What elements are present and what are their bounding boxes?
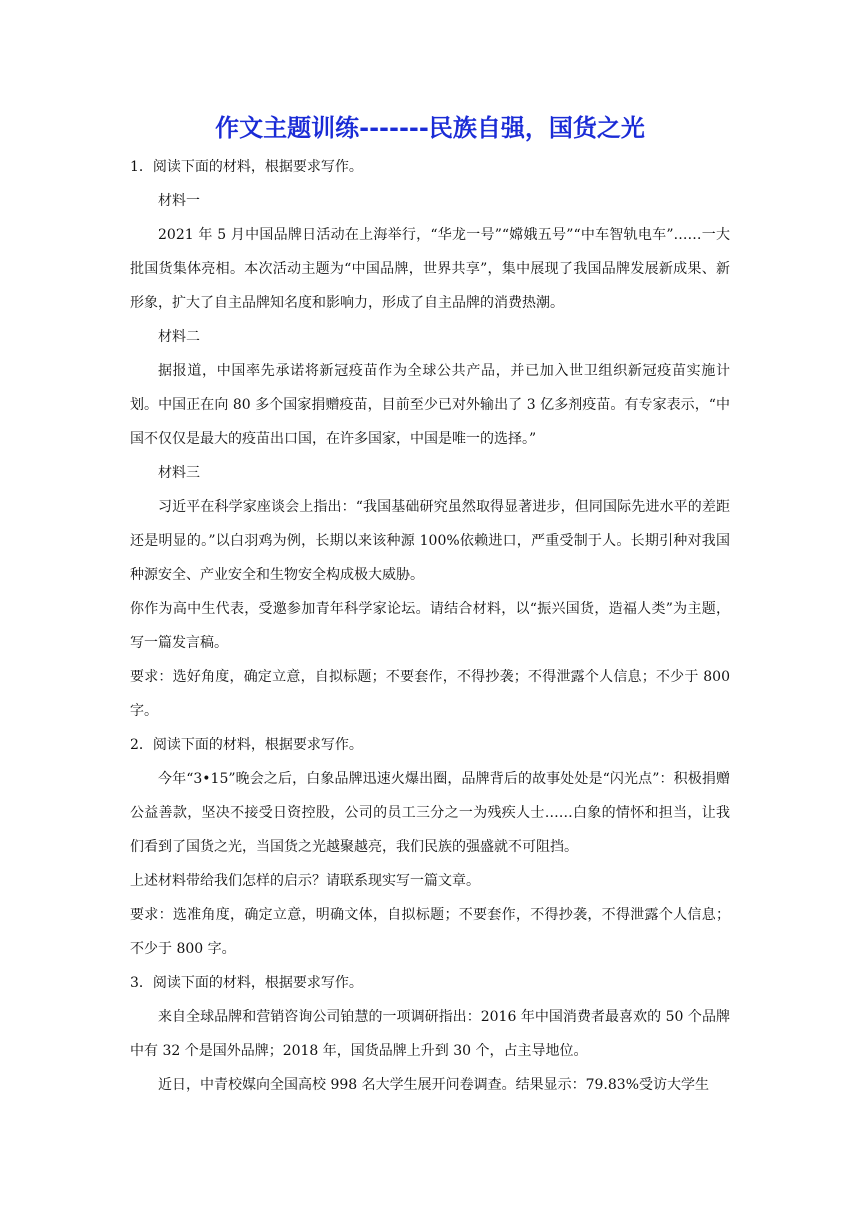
q3-prompt: 3．阅读下面的材料，根据要求写作。 [130,975,363,991]
q1-material-1-label: 材料一 [158,193,200,209]
q2-requirements: 要求：选准角度，确定立意，明确文体，自拟标题；不要套作，不得抄袭，不得泄露个人信息；不少于 800 字。 [130,907,730,957]
page-title: 作文主题训练-------民族自强，国货之光 [215,114,645,142]
q1-material-2-text: 据报道，中国率先承诺将新冠疫苗作为全球公共产品，并已加入世卫组织新冠疫苗实施计划。中国正在向 80 多个国家捐赠疫苗，目前至少已对外输出了 3 亿多剂疫苗。有专家表示，“中国不仅仅是最大的疫苗出口国，在许多国家，中国是唯一的选择。” [130,363,730,447]
q2-task: 上述材料带给我们怎样的启示？请联系现实写一篇文章。 [130,873,480,889]
q1-material-3-text: 习近平在科学家座谈会上指出：“我国基础研究虽然取得显著进步，但同国际先进水平的差距还是明显的。”以白羽鸡为例，长期以来该种源 100%依赖进口，严重受制于人。长期引种对我国种源安全、产业安全和生物安全构成极大威胁。 [130,499,730,583]
q3-paragraph-2: 近日，中青校媒向全国高校 998 名大学生展开问卷调查。结果显示：79.83%受访大学生 [158,1077,710,1093]
q3-paragraph-1: 来自全球品牌和营销咨询公司铂慧的一项调研指出：2016 年中国消费者最喜欢的 50 个品牌中有 32 个是国外品牌；2018 年，国货品牌上升到 30 个，占主导地位。 [130,1009,730,1059]
question-1 [130,150,730,728]
q1-material-1-text: 2021 年 5 月中国品牌日活动在上海举行，“华龙一号”“嫦娥五号”“中车智轨电车”……一大批国货集体亮相。本次活动主题为“中国品牌，世界共享”，集中展现了我国品牌发展新成果、新形象，扩大了自主品牌知名度和影响力，形成了自主品牌的消费热潮。 [130,227,730,311]
q1-task: 你作为高中生代表，受邀参加青年科学家论坛。请结合材料，以“振兴国货，造福人类”为主题，写一篇发言稿。 [130,601,730,651]
q1-material-3-label: 材料三 [158,465,200,481]
q1-prompt: 1．阅读下面的材料，根据要求写作。 [130,159,363,175]
q2-material-text: 今年“3•15”晚会之后，白象品牌迅速火爆出圈，品牌背后的故事处处是“闪光点”：积极捐赠公益善款，坚决不接受日资控股，公司的员工三分之一为残疾人士……白象的情怀和担当，让我们看到了国货之光，当国货之光越聚越亮，我们民族的强盛就不可阻挡。 [130,771,730,855]
question-3 [130,966,730,1102]
q2-prompt: 2．阅读下面的材料，根据要求写作。 [130,737,363,753]
q1-material-2-label: 材料二 [158,329,200,345]
question-2 [130,728,730,966]
document-page [130,108,730,1102]
q1-requirements: 要求：选好角度，确定立意，自拟标题；不要套作，不得抄袭；不得泄露个人信息；不少于 800 字。 [130,669,730,719]
